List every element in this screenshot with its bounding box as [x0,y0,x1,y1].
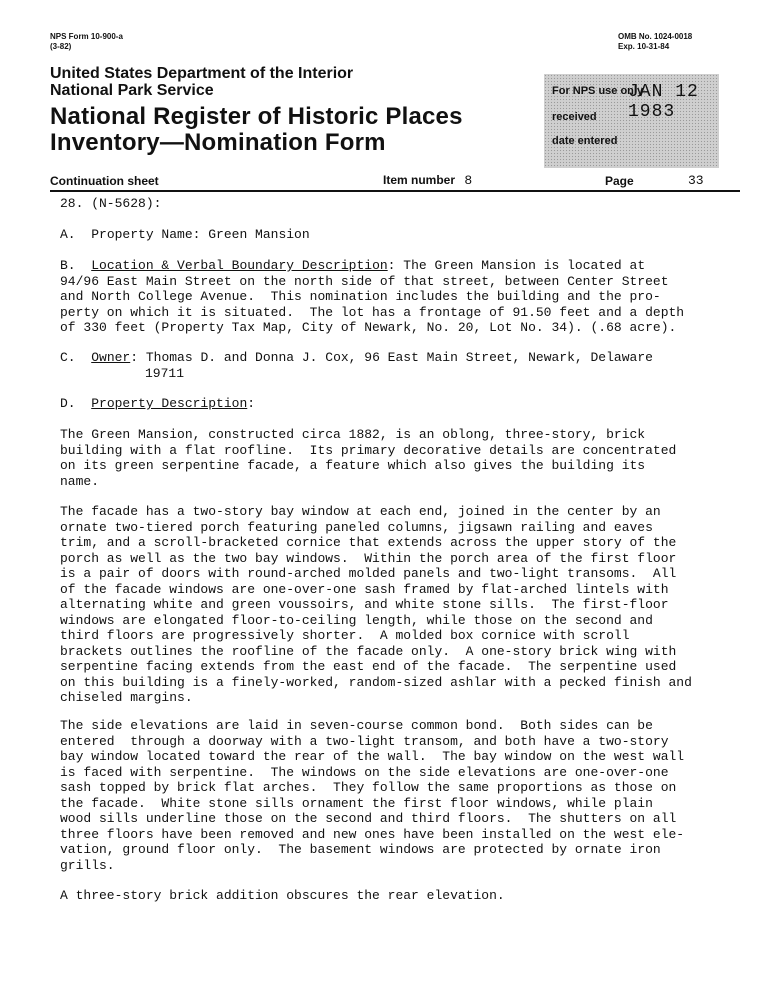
form-title-line2: Inventory—Nomination Form [50,129,386,156]
expiration-date: Exp. 10-31-84 [618,42,670,51]
item-b-prefix: B. [60,258,92,273]
paragraph-line: windows are elongated floor-to-ceiling length, while those on the second and [60,612,653,628]
paragraph-line: porch as well as the two bay windows. Within the porch area of the first floor [60,550,677,566]
form-title-line1: National Register of Historic Places [50,103,463,130]
paragraph-line: entered through a doorway with a two-light transom, and both have a two-story [60,733,669,749]
paragraph-line: bay window located toward the rear of the wall. The bay window on the west wall [60,749,685,764]
item-c [60,350,653,366]
stamp-for-nps-label: For NPS use only [552,85,644,97]
stamp-date-entered-label: date entered [552,135,618,147]
page-label: Page [605,174,634,188]
paragraph-line: ornate two-tiered porch featuring paneled columns, jigsawn railing and eaves [60,519,653,535]
location-line: perty on which it is situated. The lot has a frontage of 91.50 feet and a depth [60,304,685,320]
paragraph-line: on this building is a finely-worked, random-sized ashlar with a pecked finish and [60,674,692,690]
location-line: of 330 feet (Property Tax Map, City of Newark, No. 20, Lot No. 34). (.68 acre). [60,320,677,335]
item-d-prefix: D. [60,396,92,411]
property-description-label: Property Description [91,396,248,411]
paragraph-line: The Green Mansion, constructed circa 1882, is an oblong, three-story, brick [60,427,646,442]
owner-zip: 19711 [145,365,185,381]
paragraph-line: chiseled margins. [60,690,193,705]
paragraph-line: serpentine facing extends from the east end of the facade. The serpentine used [60,659,677,674]
paragraph-line: trim, and a scroll-bracketed cornice that extends across the upper story of the [60,535,677,550]
item-number-value: 8 [464,173,473,188]
location-first-line: : The Green Mansion is located at [387,258,646,273]
paragraph-line: name. [60,473,100,489]
property-name: Property Name: Green Mansion [91,227,310,242]
location-line: 94/96 East Main Street on the north side of that street, between Center Street [60,273,669,289]
item-a-prefix: A. [60,227,92,242]
paragraph-line: sash topped by brick flat arches. They follow the same proportions as those on [60,780,677,795]
item-number-field [383,173,472,188]
paragraph-line: grills. [60,857,115,873]
item-a [60,227,310,243]
item-d-suffix: : [247,396,256,411]
paragraph-line: is faced with serpentine. The windows on the side elevations are one-over-one [60,764,669,780]
paragraph-line: alternating white and green voussoirs, and white stone sills. The first-floor [60,597,669,612]
item-d [60,396,255,412]
nps-use-stamp [544,74,719,168]
paragraph-line: wood sills underline those on the second and third floors. The shutters on all [60,811,677,826]
item-number-label: Item number [383,173,456,187]
paragraph-line: vation, ground floor only. The basement windows are protected by ornate iron [60,842,661,857]
paragraph-line: building with a flat roofline. Its primary decorative details are concentrated [60,442,677,458]
item-c-prefix: C. [60,350,92,365]
continuation-sheet-label: Continuation sheet [50,174,159,188]
location-line: and North College Avenue. This nomination includes the building and the pro- [60,289,661,304]
owner-label: Owner [91,350,131,365]
location-label: Location & Verbal Boundary Description [91,258,388,273]
paragraph-line: brackets outlines the roofline of the facade only. A one-story brick wing with [60,643,677,659]
paragraph-line: of the facade windows are one-over-one sash framed by flat-arched lintels with [60,581,669,597]
entry-heading: 28. (N-5628): [60,196,162,211]
service-name: National Park Service [50,82,214,99]
owner-details: : Thomas D. and Donna J. Cox, 96 East Main Street, Newark, Delaware [130,350,653,365]
paragraph-line: the facade. White stone sills ornament the first floor windows, while plain [60,795,653,811]
stamp-date: JAN 12 1983 [628,82,699,122]
paragraph-line: three floors have been removed and new ones have been installed on the west ele- [60,826,685,842]
page-number: 33 [688,173,704,188]
stamp-received-label: received [552,111,597,123]
paragraph-line: The side elevations are laid in seven-course common bond. Both sides can be [60,718,653,733]
item-b [60,258,645,274]
form-revision: (3-82) [50,42,72,51]
paragraph-line: third floors are progressively shorter. A molded box cornice with scroll [60,628,630,643]
paragraph-line: on its green serpentine facade, a feature which also gives the building its [60,458,646,473]
header-divider [50,190,740,192]
form-id: NPS Form 10-900-a [50,32,123,41]
paragraph-line: A three-story brick addition obscures the rear elevation. [60,888,505,903]
department-name: United States Department of the Interior [50,65,354,82]
omb-number: OMB No. 1024-0018 [618,32,693,41]
paragraph-line: The facade has a two-story bay window at each end, joined in the center by an [60,504,661,519]
paragraph-line: is a pair of doors with round-arched molded panels and two-light transoms. All [60,566,677,581]
